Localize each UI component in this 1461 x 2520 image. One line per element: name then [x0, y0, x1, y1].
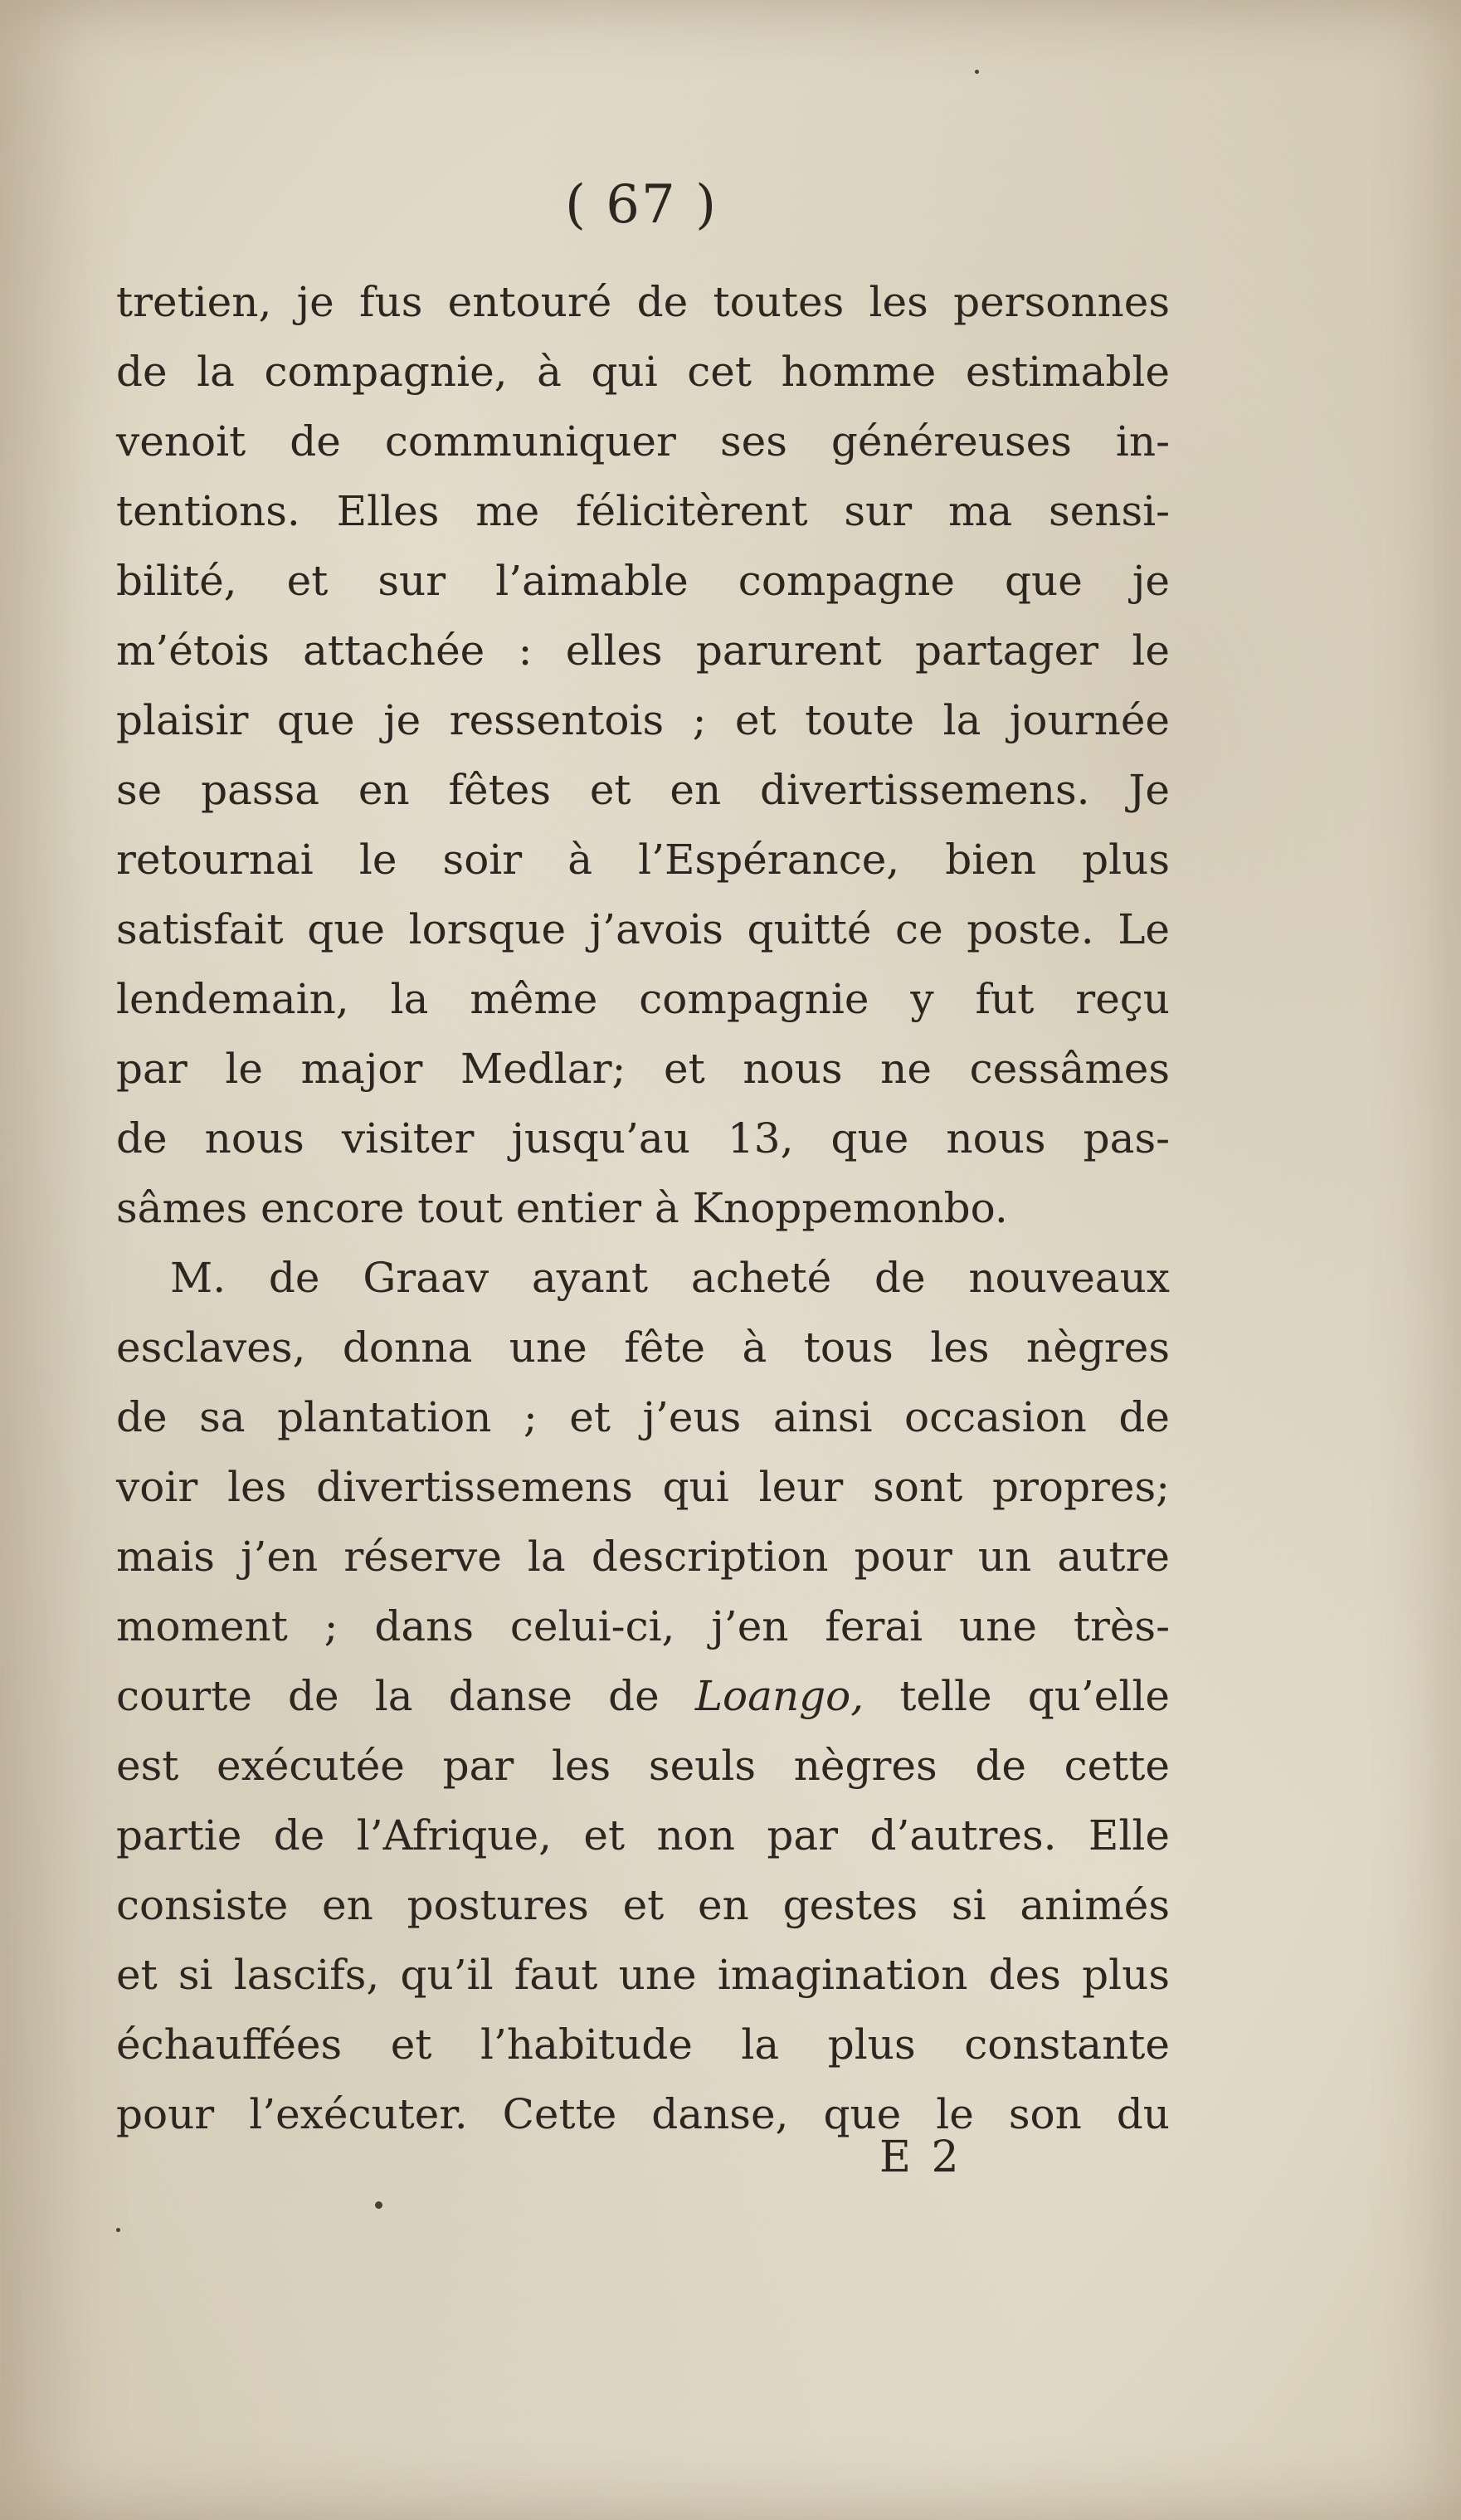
- text-line: tentions. Elles me félicitèrent sur ma sensi-: [116, 487, 1170, 535]
- text-line: lendemain, la même compagnie y fut reçu: [116, 975, 1170, 1023]
- line-segment: telle qu’elle: [899, 1672, 1170, 1720]
- text-line: tretien, je fus entouré de toutes les personnes: [116, 278, 1170, 326]
- text-line: retournai le soir à l’Espérance, bien plus: [116, 836, 1170, 884]
- text-line: voir les divertissemens qui leur sont propres;: [116, 1463, 1170, 1511]
- line-segment: courte de la danse de: [116, 1672, 660, 1720]
- text-line: de la compagnie, à qui cet homme estimable: [116, 348, 1170, 396]
- text-line: mais j’en réserve la description pour un autre: [116, 1533, 1170, 1581]
- text-line: m’étois attachée : elles parurent partager le: [116, 626, 1170, 675]
- text-line-with-italic: [116, 1661, 1170, 1731]
- text-line: échauffées et l’habitude la plus constante: [116, 2020, 1170, 2069]
- text-line: de sa plantation ; et j’eus ainsi occasion de: [116, 1393, 1170, 1441]
- text-line: satisfait que lorsque j’avois quitté ce poste. Le: [116, 905, 1170, 953]
- text-line: venoit de communiquer ses généreuses in-: [116, 417, 1170, 465]
- text-line: par le major Medlar; et nous ne cessâmes: [116, 1045, 1170, 1093]
- page-number: ( 67 ): [564, 174, 718, 236]
- paragraph-start-line: M. de Graav ayant acheté de nouveaux: [170, 1254, 1170, 1302]
- text-line: consiste en postures et en gestes si animés: [116, 1881, 1170, 1929]
- paragraph-end-line: sâmes encore tout entier à Knoppemonbo.: [116, 1184, 1008, 1232]
- text-line: bilité, et sur l’aimable compagne que je: [116, 557, 1170, 605]
- text-line: plaisir que je ressentois ; et toute la journée: [116, 696, 1170, 744]
- text-line: esclaves, donna une fête à tous les nègres: [116, 1323, 1170, 1372]
- body-text: [116, 267, 1170, 2149]
- text-line: se passa en fêtes et en divertissemens. Je: [116, 766, 1170, 814]
- text-line: pour l’exécuter. Cette danse, que le son du: [116, 2090, 1170, 2138]
- text-line: est exécutée par les seuls nègres de cette: [116, 1742, 1170, 1790]
- text-line: de nous visiter jusqu’au 13, que nous pas-: [116, 1114, 1170, 1163]
- italic-place-name: Loango,: [694, 1672, 864, 1720]
- text-line: partie de l’Afrique, et non par d’autres. Elle: [116, 1811, 1170, 1860]
- ink-speck: [975, 70, 979, 74]
- text-line: moment ; dans celui-ci, j’en ferai une très-: [116, 1602, 1170, 1650]
- ink-speck: [375, 2201, 382, 2209]
- ink-speck: [116, 2228, 120, 2232]
- text-line: et si lascifs, qu’il faut une imagination des plus: [116, 1951, 1170, 1999]
- signature-mark: E 2: [879, 2132, 962, 2182]
